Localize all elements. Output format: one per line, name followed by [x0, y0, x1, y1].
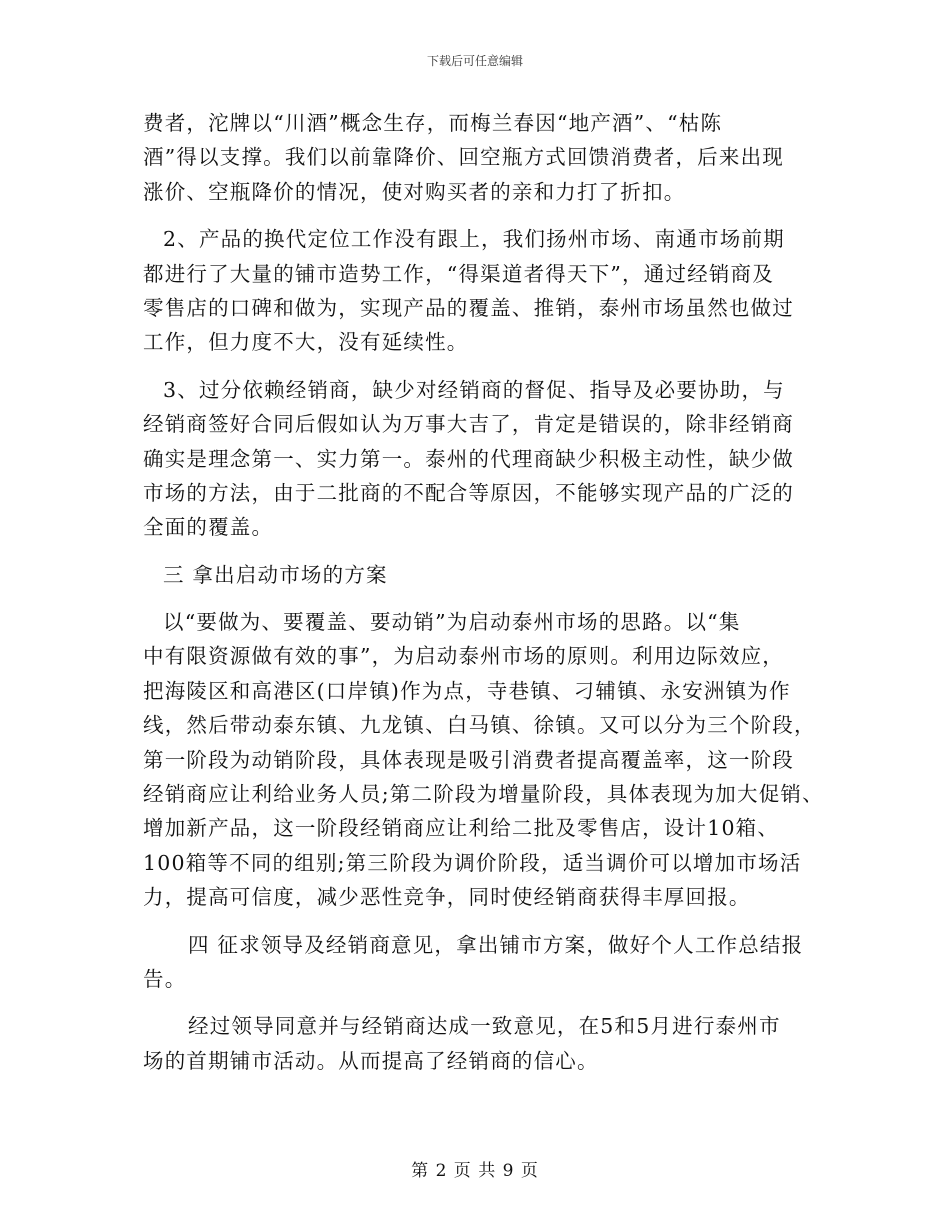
text-line: 确实是理念第一、实力第一。泰州的代理商缺少积极主动性，缺少做 — [143, 446, 794, 471]
paragraph — [143, 222, 823, 360]
text-line: 工作，但力度不大，没有延续性。 — [143, 330, 469, 355]
text-line: 零售店的口碑和做为，实现产品的覆盖、推销，泰州市场虽然也做过 — [143, 295, 794, 320]
paragraph — [143, 1009, 823, 1078]
paragraph — [143, 373, 823, 545]
section-heading — [143, 928, 823, 997]
text-line: 告。 — [143, 966, 187, 991]
text-line: 2、产品的换代定位工作没有跟上，我们扬州市场、南通市场前期 — [163, 227, 785, 252]
document-body — [143, 106, 823, 1078]
text-line: 力，提高可信度，减少恶性竞争，同时使经销商获得丰厚回报。 — [143, 885, 751, 910]
text-line: 3、过分依赖经销商，缺少对经销商的督促、指导及必要协助，与 — [163, 377, 785, 402]
paragraph — [143, 605, 823, 915]
text-line: 四 征求领导及经销商意见，拿出铺市方案，做好个人工作总结报 — [188, 932, 804, 957]
text-line: 市场的方法，由于二批商的不配合等原因，不能够实现产品的广泛的 — [143, 480, 794, 505]
text-line: 经销商应让利给业务人员;第二阶段为增量阶段，具体表现为加大促销、 — [143, 782, 824, 807]
text-line: 线，然后带动泰东镇、九龙镇、白马镇、徐镇。又可以分为三个阶段， — [143, 713, 816, 738]
text-line: 100箱等不同的组别;第三阶段为调价阶段，适当调价可以增加市场活 — [143, 850, 802, 875]
text-line: 费者，沱牌以“川酒”概念生存，而梅兰春因“地产酒”、“枯陈 — [143, 111, 723, 135]
page-number: 第 2 页 共 9 页 — [411, 1161, 539, 1181]
text-line: 酒”得以支撑。我们以前靠降价、回空瓶方式回馈消费者，后来出现 — [143, 145, 784, 170]
text-line: 把海陵区和高港区(口岸镇)作为点，寺巷镇、刁辅镇、永安洲镇为作 — [143, 678, 791, 703]
text-line: 涨价、空瓶降价的情况，使对购买者的亲和力打了折扣。 — [143, 179, 686, 204]
section-heading — [143, 558, 823, 592]
text-line: 经过领导同意并与经销商达成一致意见，在5和5月进行泰州市 — [188, 1014, 781, 1039]
page-header: 下载后可任意编辑 — [426, 54, 523, 68]
text-line: 增加新产品，这一阶段经销商应让利给二批及零售店，设计10箱、 — [143, 816, 780, 841]
text-line: 三 拿出启动市场的方案 — [163, 562, 388, 587]
text-line: 第一阶段为动销阶段，具体表现是吸引消费者提高覆盖率，这一阶段 — [143, 747, 794, 772]
text-line: 都进行了大量的铺市造势工作，“得渠道者得天下”，通过经销商及 — [143, 261, 774, 286]
paragraph — [143, 106, 823, 209]
text-line: 经销商签好合同后假如认为万事大吉了，肯定是错误的，除非经销商 — [143, 412, 794, 437]
text-line: 中有限资源做有效的事”，为启动泰州市场的原则。利用边际效应， — [143, 644, 784, 669]
text-line: 场的首期铺市活动。从而提高了经销商的信心。 — [143, 1048, 599, 1073]
text-line: 以“要做为、要覆盖、要动销”为启动泰州市场的思路。以“集 — [163, 610, 741, 635]
text-line: 全面的覆盖。 — [143, 515, 274, 540]
